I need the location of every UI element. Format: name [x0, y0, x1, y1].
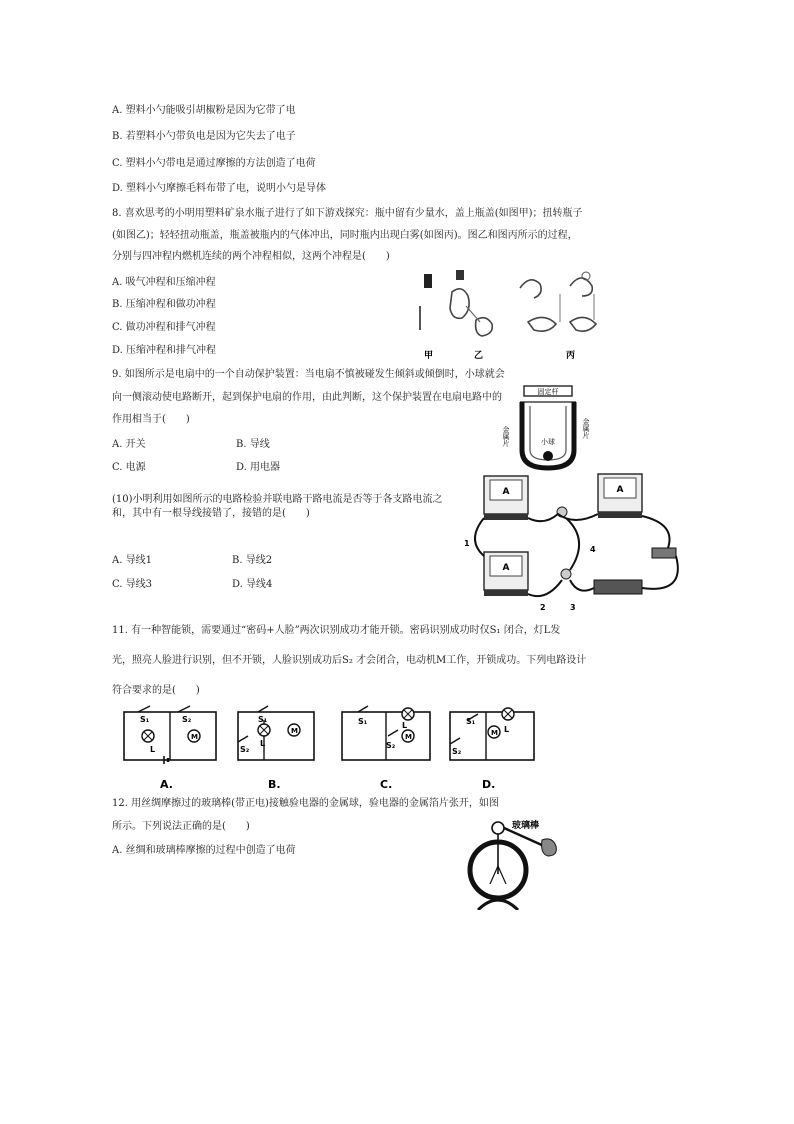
q9-option-b: B. 导线: [236, 439, 270, 450]
circuit-option-a: [124, 706, 216, 791]
electroscope-figure: [462, 818, 572, 910]
right-plate-label: 金属片: [582, 418, 590, 439]
svg-text:S₂: S₂: [452, 747, 462, 756]
left-plate-label: 金属片: [502, 426, 510, 447]
fig-label-jia: 甲: [424, 351, 434, 361]
wire-2: [528, 580, 562, 596]
q10-option-c: C. 导线3: [112, 579, 153, 590]
wire-4: [566, 518, 579, 570]
parallel-circuit-figure: [462, 470, 692, 616]
option-label-b: B.: [268, 778, 281, 791]
wire-label-3: 3: [570, 603, 576, 612]
q7-option-b: B. 若塑料小勺带负电是因为它失去了电子: [112, 131, 296, 142]
q12-stem-line2: 所示。下列说法正确的是( ): [112, 821, 250, 832]
circuit-option-b: [238, 706, 314, 791]
tilt-switch-figure: [500, 382, 596, 474]
ball: [543, 451, 553, 461]
wire-label-2: 2: [540, 603, 546, 612]
svg-text:A: A: [502, 487, 510, 497]
circuit-option-d: [450, 708, 534, 791]
q8-option-c: C. 做功冲程和排气冲程: [112, 322, 216, 333]
q11-stem-line3: 符合要求的是( ): [112, 685, 200, 696]
q7-option-d: D. 塑料小勺摩擦毛料布带了电，说明小勺是导体: [112, 183, 327, 194]
q9-option-d: D. 用电器: [236, 462, 281, 473]
fixed-rod-label: 固定杆: [537, 388, 559, 396]
option-label-c: C.: [380, 778, 393, 791]
ball-label: 小球: [541, 438, 555, 446]
q8-option-a: A. 吸气冲程和压缩冲程: [112, 277, 216, 288]
q7-option-a: A. 塑料小勺能吸引胡椒粉是因为它带了电: [112, 105, 296, 116]
svg-text:A: A: [502, 563, 510, 573]
q10-option-a: A. 导线1: [112, 555, 152, 566]
wire-label-4: 4: [590, 545, 596, 554]
q8-stem-line3: 分别与四冲程内燃机连续的两个冲程相似，这两个冲程是( ): [112, 251, 390, 262]
svg-text:M: M: [491, 729, 498, 737]
svg-text:A: A: [616, 485, 624, 495]
option-label-d: D.: [482, 778, 496, 791]
q11-stem-line2: 光，照亮人脸进行识别，但不开锁，人脸识别成功后S₂ 才会闭合，电动机M工作，开锁成功。下列电路设计: [112, 655, 587, 666]
ammeter-top-right: [598, 474, 642, 518]
fig-label-yi: 乙: [474, 351, 484, 361]
q8-stem-line1: 8. 喜欢思考的小明用塑料矿泉水瓶子进行了如下游戏探究：瓶中留有少量水，盖上瓶盖(如图甲)；扭转瓶子: [112, 208, 583, 219]
bottle-cap-jia: [424, 274, 432, 288]
svg-text:L: L: [402, 721, 408, 730]
q8-option-b: B. 压缩冲程和做功冲程: [112, 299, 216, 310]
q9-stem-line3: 作用相当于( ): [112, 414, 190, 425]
svg-text:L: L: [150, 745, 156, 754]
q12-option-a: A. 丝绸和玻璃棒摩擦的过程中创造了电荷: [112, 845, 296, 856]
svg-text:M: M: [405, 733, 412, 741]
q10-stem-line2: 和，其中有一根导线接错了，接错的是( ): [112, 508, 310, 519]
metal-ball: [492, 822, 504, 834]
switch: [652, 548, 676, 558]
q11-stem-line1: 11. 有一种智能锁，需要通过“密码+人脸”两次识别成功才能开锁。密码识别成功时仅S₁ 闭合，灯L发: [112, 625, 561, 636]
svg-text:M: M: [191, 733, 198, 741]
svg-text:S₁: S₁: [358, 717, 368, 726]
svg-text:S₁: S₁: [466, 717, 476, 726]
wire-1: [475, 518, 484, 556]
option-label-a: A.: [160, 778, 173, 791]
wire-label-1: 1: [464, 539, 470, 548]
q8-stem-line2: (如图乙)；轻轻扭动瓶盖，瓶盖被瓶内的气体冲出，同时瓶内出现白雾(如图丙)。图乙和图丙所示的过程，: [112, 230, 578, 241]
q9-stem-line1: 9. 如图所示是电扇中的一个自动保护装置：当电扇不慎被碰发生倾斜或倾倒时，小球就会: [112, 369, 505, 380]
svg-text:S₁: S₁: [258, 715, 268, 724]
q10-stem-line1: (10)小明利用如图所示的电路检验并联电路干路电流是否等于各支路电流之: [112, 494, 443, 505]
svg-text:S₂: S₂: [386, 741, 396, 750]
fig-label-bing: 丙: [566, 351, 576, 361]
q8-option-d: D. 压缩冲程和排气冲程: [112, 345, 217, 356]
q9-option-c: C. 电源: [112, 462, 146, 473]
bulb-bottom: [561, 569, 571, 579]
battery: [594, 580, 642, 594]
wire-3: [570, 580, 594, 591]
q10-option-d: D. 导线4: [232, 579, 273, 590]
svg-text:S₂: S₂: [240, 745, 250, 754]
q10-option-b: B. 导线2: [232, 555, 273, 566]
ammeter-bottom-left: [484, 552, 528, 596]
q7-option-c: C. 塑料小勺带电是通过摩擦的方法创造了电荷: [112, 158, 316, 169]
circuit-options-figure: [118, 704, 538, 792]
q9-stem-line2: 向一侧滚动使电路断开，起到保护电扇的作用，由此判断，这个保护装置在电扇电路中的: [112, 392, 502, 403]
svg-text:L: L: [260, 739, 266, 748]
ammeter-top-left: [484, 476, 528, 520]
svg-text:L: L: [504, 725, 510, 734]
svg-text:M: M: [291, 727, 298, 735]
svg-text:S₁: S₁: [140, 715, 150, 724]
bottle-experiment-figure: [410, 266, 610, 362]
glass-rod-label: 玻璃棒: [512, 821, 540, 831]
q12-stem-line1: 12. 用丝绸摩擦过的玻璃棒(带正电)接触验电器的金属球，验电器的金属箔片张开，如图: [112, 798, 499, 809]
svg-text:S₂: S₂: [182, 715, 192, 724]
circuit-option-c: [342, 706, 430, 791]
q9-option-a: A. 开关: [112, 439, 146, 450]
